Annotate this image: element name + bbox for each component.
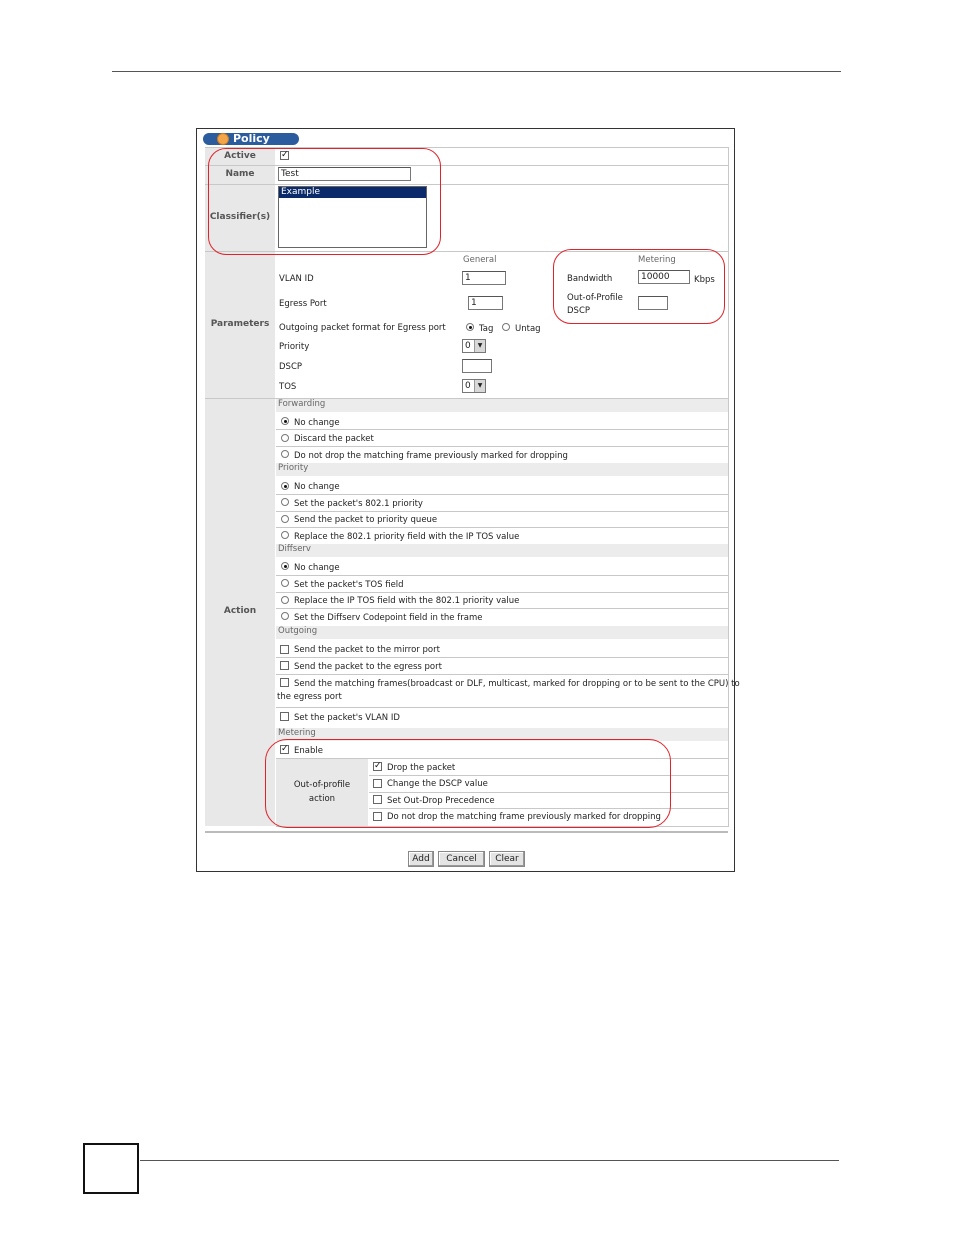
active-label: Active <box>224 151 256 161</box>
row-divider <box>276 674 728 675</box>
row-divider <box>276 575 728 576</box>
forwarding-radio-1[interactable] <box>281 434 289 442</box>
classifiers-label: Classifier(s) <box>209 212 271 222</box>
oop-action-label-2: action <box>308 794 336 804</box>
forwarding-option: Do not drop the matching frame previously marked for dropping <box>294 451 568 461</box>
metering-action-header: Metering <box>276 728 728 741</box>
outgoing-option: Send the packet to the mirror port <box>294 645 440 655</box>
diffserv-radio-2[interactable] <box>281 596 289 604</box>
row-divider <box>276 707 728 708</box>
row-divider <box>276 527 728 528</box>
oop-option: Do not drop the matching frame previously marked for dropping <box>387 812 661 822</box>
oop-check-0[interactable]: ✓ <box>374 761 382 771</box>
diffserv-radio-1[interactable] <box>281 579 289 587</box>
forwarding-radio-2[interactable] <box>281 450 289 458</box>
tag-label: Tag <box>479 324 494 334</box>
priority-value: 0 <box>465 341 471 351</box>
forwarding-option: No change <box>294 418 340 428</box>
tos-select[interactable] <box>462 379 486 393</box>
window-title: Policy <box>233 132 270 145</box>
outgoing-option: Set the packet's VLAN ID <box>294 713 400 723</box>
priority-radio-2[interactable] <box>281 515 289 523</box>
bandwidth-unit: Kbps <box>694 275 715 285</box>
outgoing-check-2[interactable] <box>280 678 289 687</box>
add-button[interactable]: Add <box>408 851 434 867</box>
priority-option: Send the packet to priority queue <box>294 515 438 525</box>
title-orb-icon <box>217 133 229 145</box>
row-divider <box>205 165 728 166</box>
row-divider <box>369 775 728 776</box>
oop-action-label: Out-of-profile <box>293 780 351 790</box>
priority-option: Replace the 802.1 priority field with the IP TOS value <box>294 532 520 542</box>
priority-select[interactable] <box>462 339 486 353</box>
diffserv-option: Set the packet's TOS field <box>294 580 404 590</box>
forwarding-radio-0[interactable] <box>281 417 289 425</box>
priority-option: No change <box>294 482 340 492</box>
priority-label: Priority <box>279 342 310 352</box>
diffserv-radio-0[interactable] <box>281 562 289 570</box>
row-divider <box>276 511 728 512</box>
priority-header: Priority <box>276 463 728 476</box>
row-divider <box>205 251 728 252</box>
diffserv-option: No change <box>294 563 340 573</box>
dscp-label: DSCP <box>279 362 303 372</box>
tos-value: 0 <box>465 381 471 391</box>
classifier-option[interactable]: Example <box>279 187 426 198</box>
page-number-box <box>83 1143 139 1194</box>
vlan-label: VLAN ID <box>279 274 314 284</box>
forwarding-header: Forwarding <box>276 399 728 412</box>
vlan-field[interactable]: 1 <box>462 271 506 285</box>
oop-check-2[interactable] <box>373 795 382 804</box>
outgoing-check-1[interactable] <box>280 661 289 670</box>
name-field[interactable]: Test <box>278 167 411 181</box>
outgoing-option: Send the packet to the egress port <box>294 662 442 672</box>
row-divider <box>369 792 728 793</box>
tag-radio[interactable] <box>466 323 474 331</box>
row-divider <box>276 429 728 430</box>
row-divider <box>205 184 728 185</box>
oop-dscp-label: Out-of-Profile <box>567 293 623 303</box>
row-divider <box>276 657 728 658</box>
priority-radio-0[interactable] <box>281 482 289 490</box>
oop-action-cell <box>276 759 368 826</box>
priority-option: Set the packet's 802.1 priority <box>294 499 423 509</box>
right-border <box>728 147 729 827</box>
oop-check-1[interactable] <box>373 779 382 788</box>
oop-option: Change the DSCP value <box>387 779 488 789</box>
metering-header: Metering <box>638 255 676 265</box>
row-divider <box>276 592 728 593</box>
outgoing-option-wrap: the egress port <box>277 692 342 702</box>
metering-enable-label: Enable <box>294 746 323 756</box>
diffserv-option: Replace the IP TOS field with the 802.1 priority value <box>294 596 520 606</box>
row-divider <box>276 826 728 827</box>
diffserv-radio-3[interactable] <box>281 612 289 620</box>
bandwidth-field[interactable]: 10000 <box>638 270 690 284</box>
oop-option: Set Out-Drop Precedence <box>387 796 495 806</box>
egress-port-label: Egress Port <box>279 299 327 309</box>
packet-format-label: Outgoing packet format for Egress port <box>279 323 446 333</box>
row-divider <box>369 808 728 809</box>
chevron-down-icon: ▼ <box>474 340 485 352</box>
forwarding-option: Discard the packet <box>294 434 374 444</box>
egress-port-field[interactable]: 1 <box>468 296 503 310</box>
priority-radio-1[interactable] <box>281 498 289 506</box>
active-checkbox[interactable]: ✓ <box>281 150 289 160</box>
title-bar <box>203 133 299 145</box>
outgoing-option: Send the matching frames(broadcast or DLF, multicast, marked for dropping or to be sent to the CPU) to <box>294 679 740 689</box>
parameters-label: Parameters <box>210 319 270 329</box>
oop-dscp-label-2: DSCP <box>567 306 591 316</box>
row-divider <box>276 608 728 609</box>
footer-divider <box>205 831 728 833</box>
untag-label: Untag <box>515 324 541 334</box>
row-divider <box>276 494 728 495</box>
oop-dscp-field[interactable] <box>638 296 668 310</box>
outgoing-header: Outgoing <box>276 626 728 639</box>
priority-radio-3[interactable] <box>281 531 289 539</box>
name-label: Name <box>225 169 255 179</box>
footer-rule <box>140 1160 839 1161</box>
cancel-button[interactable]: Cancel <box>438 851 485 867</box>
tos-label: TOS <box>279 382 297 392</box>
general-header: General <box>463 255 497 265</box>
oop-option: Drop the packet <box>387 763 456 773</box>
untag-radio[interactable] <box>502 323 510 331</box>
oop-check-3[interactable] <box>373 812 382 821</box>
header-rule <box>112 71 841 72</box>
row-divider <box>205 147 728 148</box>
clear-button[interactable]: Clear <box>489 851 525 867</box>
dscp-field[interactable] <box>462 359 492 373</box>
row-divider <box>276 446 728 447</box>
action-label: Action <box>223 606 257 616</box>
outgoing-check-3[interactable] <box>280 712 289 721</box>
policy-window <box>196 128 740 872</box>
metering-enable-checkbox[interactable]: ✓ <box>281 744 289 754</box>
classifiers-listbox[interactable] <box>278 186 427 248</box>
diffserv-header: Diffserv <box>276 544 728 557</box>
diffserv-option: Set the Diffserv Codepoint field in the frame <box>294 613 483 623</box>
bandwidth-label: Bandwidth <box>567 274 613 284</box>
chevron-down-icon: ▼ <box>474 380 485 392</box>
outgoing-check-0[interactable] <box>280 645 289 654</box>
